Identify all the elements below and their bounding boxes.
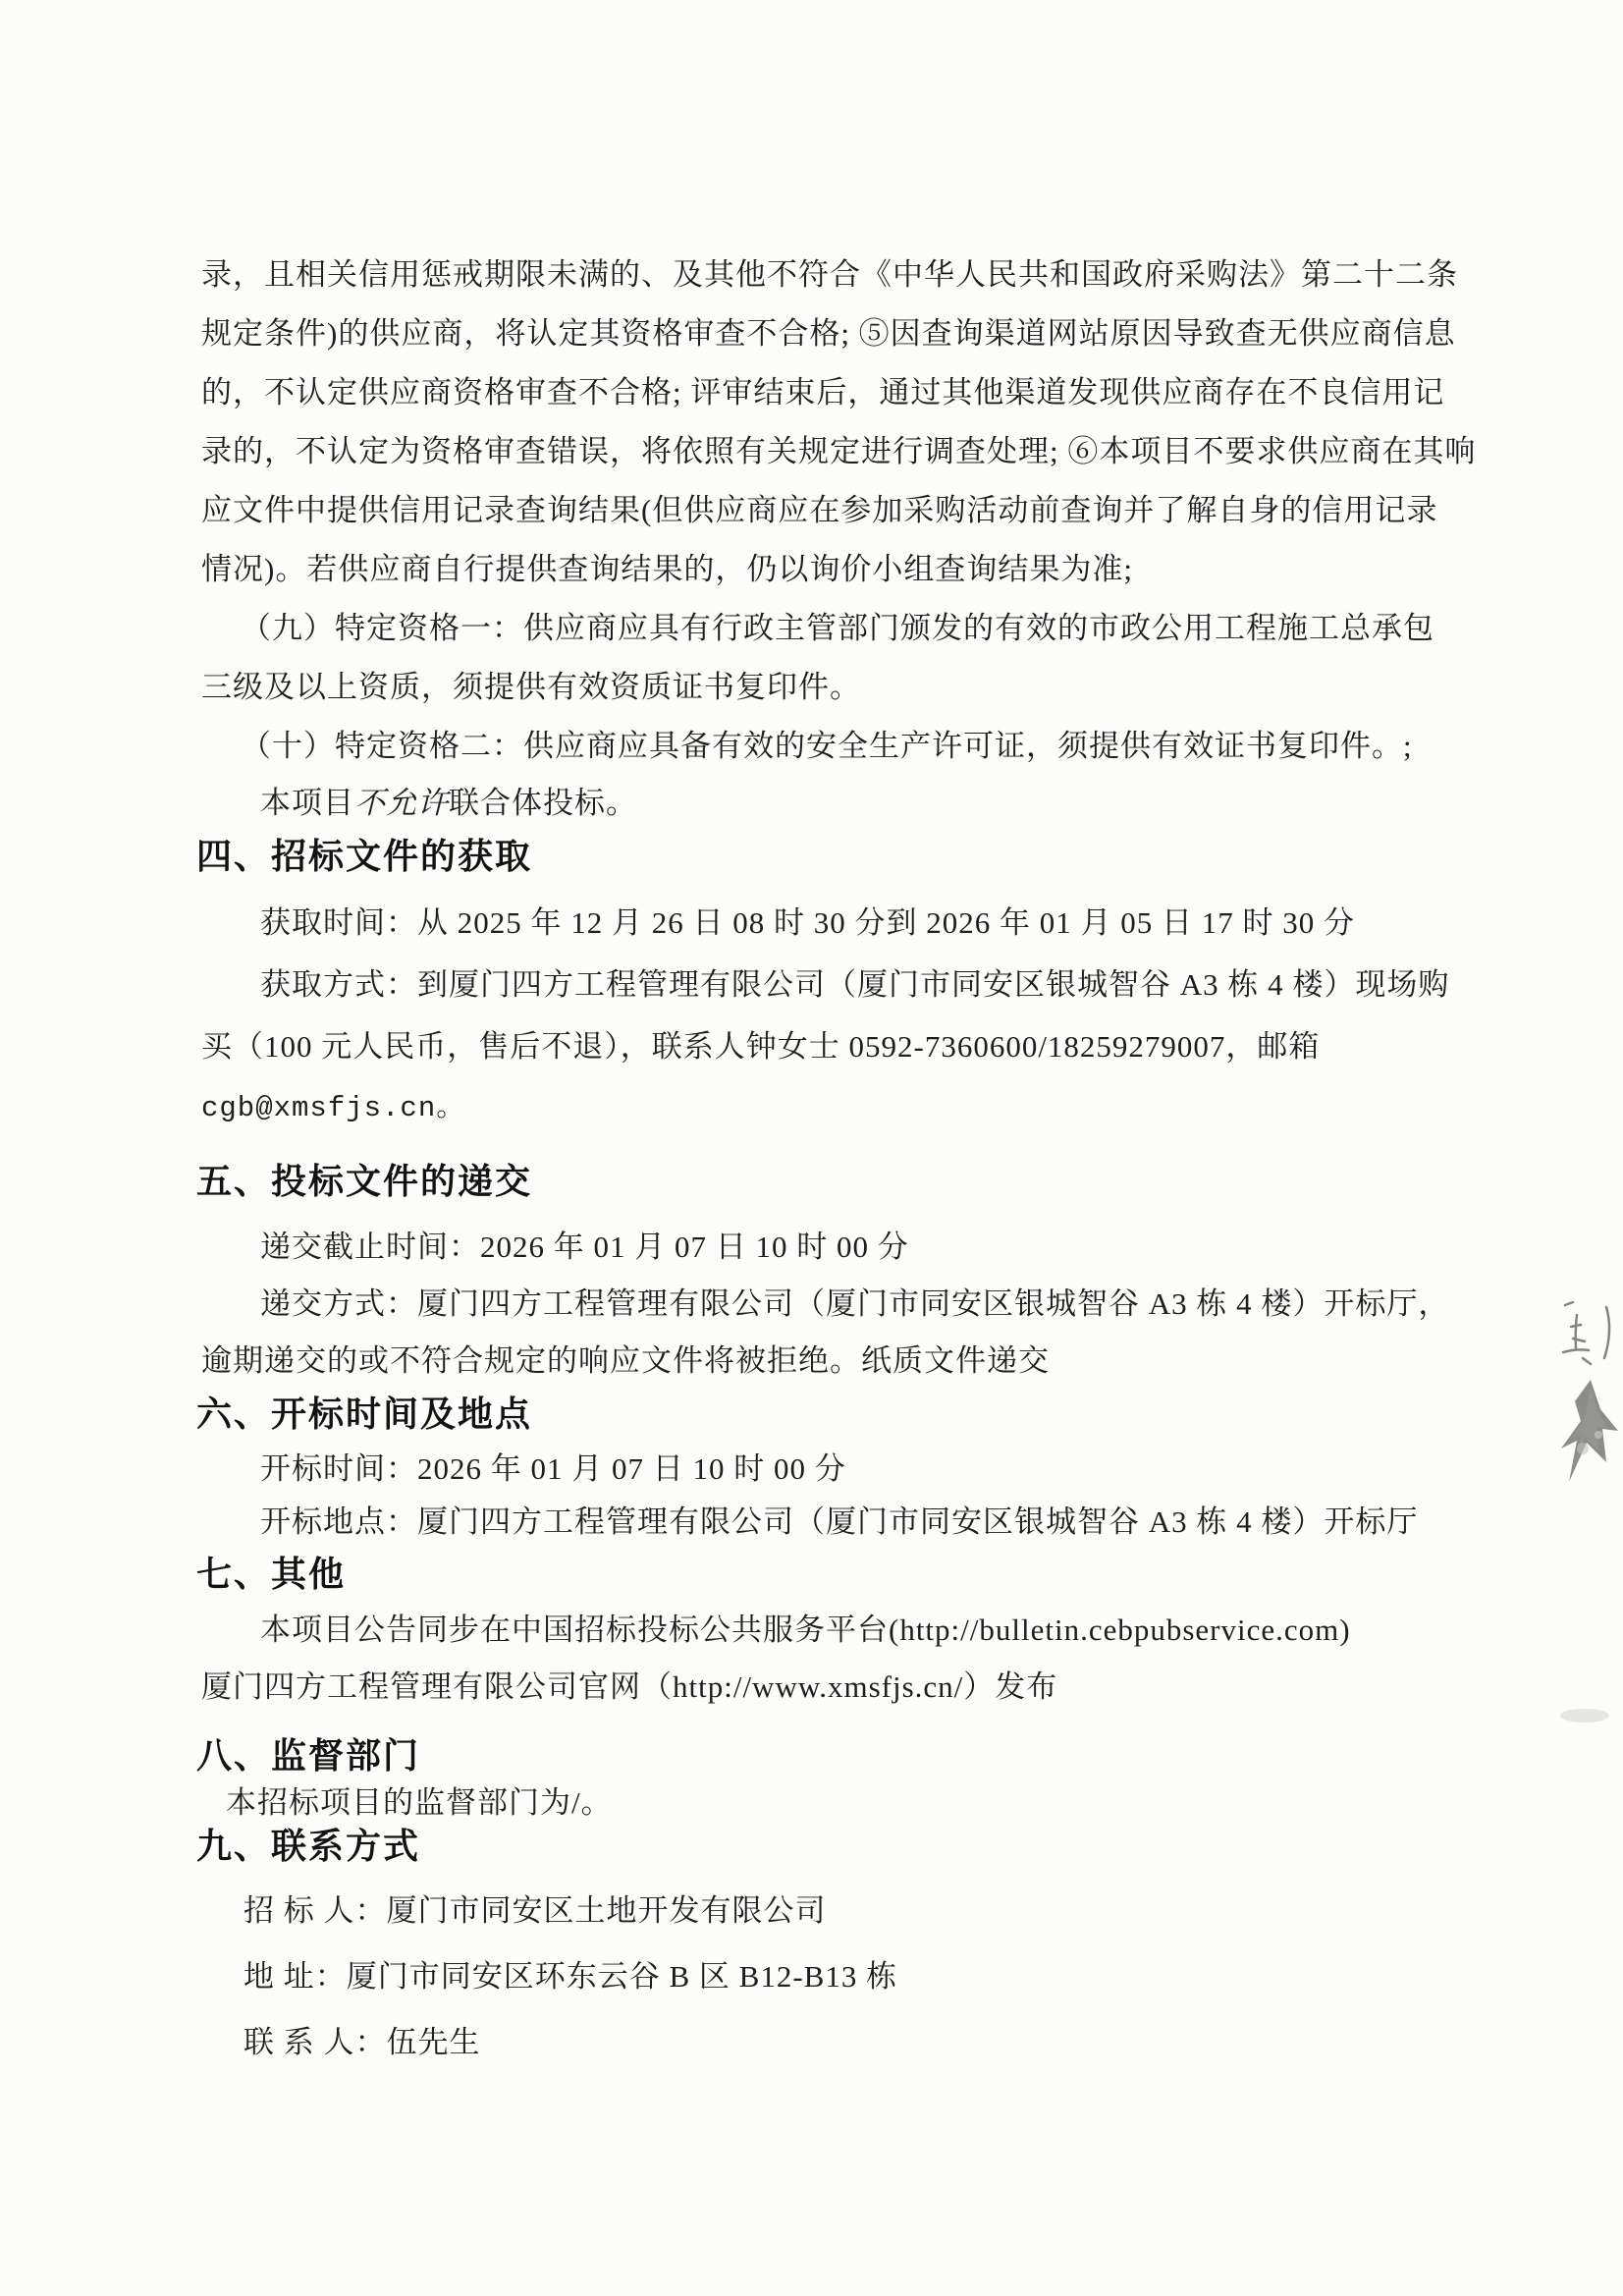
section4-obtain-method-line-1: 获取方式：到厦门四方工程管理有限公司（厦门市同安区银城智谷 A3 栋 4 楼）现场购	[260, 967, 1450, 1002]
joint-venture-pre: 本项目	[260, 786, 354, 820]
faint-ink-smudge-icon	[1559, 1707, 1610, 1724]
section6-open-time: 开标时间：2026 年 01 月 07 日 10 时 00 分	[260, 1451, 846, 1486]
heading-section-9: 九、联系方式	[196, 1826, 421, 1866]
heading-section-6: 六、开标时间及地点	[196, 1394, 533, 1434]
heading-section-7: 七、其他	[196, 1554, 347, 1594]
section5-method-line-2: 逾期递交的或不符合规定的响应文件将被拒绝。纸质文件递交	[201, 1343, 1050, 1378]
intro-line-2: 规定条件)的供应商，将认定其资格审查不合格; ⑤因查询渠道网站原因导致查无供应商信息	[201, 316, 1456, 351]
clause-ten-line-1: （十）特定资格二：供应商应具备有效的安全生产许可证，须提供有效证书复印件。;	[241, 729, 1413, 763]
heading-section-4: 四、招标文件的获取	[196, 836, 533, 876]
heading-section-8: 八、监督部门	[196, 1735, 421, 1776]
joint-venture-line	[260, 786, 637, 821]
star-stamp-smudge-icon	[1561, 1380, 1620, 1498]
intro-line-4: 录的，不认定为资格审查错误，将依照有关规定进行调查处理; ⑥本项目不要求供应商在其响	[201, 434, 1477, 468]
clause-nine-line-2: 三级及以上资质，须提供有效资质证书复印件。	[201, 670, 861, 704]
joint-venture-emphasis: 不允许	[354, 786, 449, 820]
section5-deadline: 递交截止时间：2026 年 01 月 07 日 10 时 00 分	[260, 1230, 909, 1264]
section7-line-2: 厦门四方工程管理有限公司官网（http://www.xmsfjs.cn/）发布	[201, 1669, 1058, 1704]
intro-line-5: 应文件中提供信用记录查询结果(但供应商应在参加采购活动前查询并了解自身的信用记录	[201, 493, 1438, 527]
section9-address: 地 址：厦门市同安区环东云谷 B 区 B12-B13 栋	[243, 1959, 898, 1994]
section4-contact-email: cgb@xmsfjs.cn。	[201, 1092, 466, 1124]
joint-venture-post: 联合体投标。	[449, 786, 637, 820]
section9-contact: 联 系 人：伍先生	[243, 2025, 481, 2059]
section6-open-place: 开标地点：厦门四方工程管理有限公司（厦门市同安区银城智谷 A3 栋 4 楼）开标厅	[260, 1504, 1419, 1539]
clause-nine-line-1: （九）特定资格一：供应商应具有行政主管部门颁发的有效的市政公用工程施工总承包	[241, 611, 1434, 645]
intro-line-1: 录，且相关信用惩戒期限未满的、及其他不符合《中华人民共和国政府采购法》第二十二条	[201, 257, 1458, 292]
pen-scribble-mark-icon	[1553, 1301, 1618, 1385]
section8-body: 本招标项目的监督部门为/。	[226, 1785, 613, 1820]
heading-section-5: 五、投标文件的递交	[196, 1161, 533, 1201]
section7-line-1: 本项目公告同步在中国招标投标公共服务平台(http://bulletin.cebpubservice.com)	[260, 1613, 1351, 1647]
section4-obtain-time: 获取时间：从 2025 年 12 月 26 日 08 时 30 分到 2026 年 01 月 05 日 17 时 30 分	[260, 905, 1355, 940]
section4-obtain-method-line-2: 买（100 元人民币，售后不退），联系人钟女士 0592-7360600/18259279007，邮箱	[201, 1029, 1321, 1064]
intro-line-6: 情况)。若供应商自行提供查询结果的，仍以询价小组查询结果为准;	[201, 552, 1133, 586]
intro-line-3: 的，不认定供应商资格审查不合格; 评审结束后，通过其他渠道发现供应商存在不良信用记	[201, 375, 1445, 410]
section5-method-line-1: 递交方式：厦门四方工程管理有限公司（厦门市同安区银城智谷 A3 栋 4 楼）开标厅，	[260, 1286, 1450, 1321]
section9-tenderee: 招 标 人：厦门市同安区土地开发有限公司	[243, 1893, 827, 1928]
